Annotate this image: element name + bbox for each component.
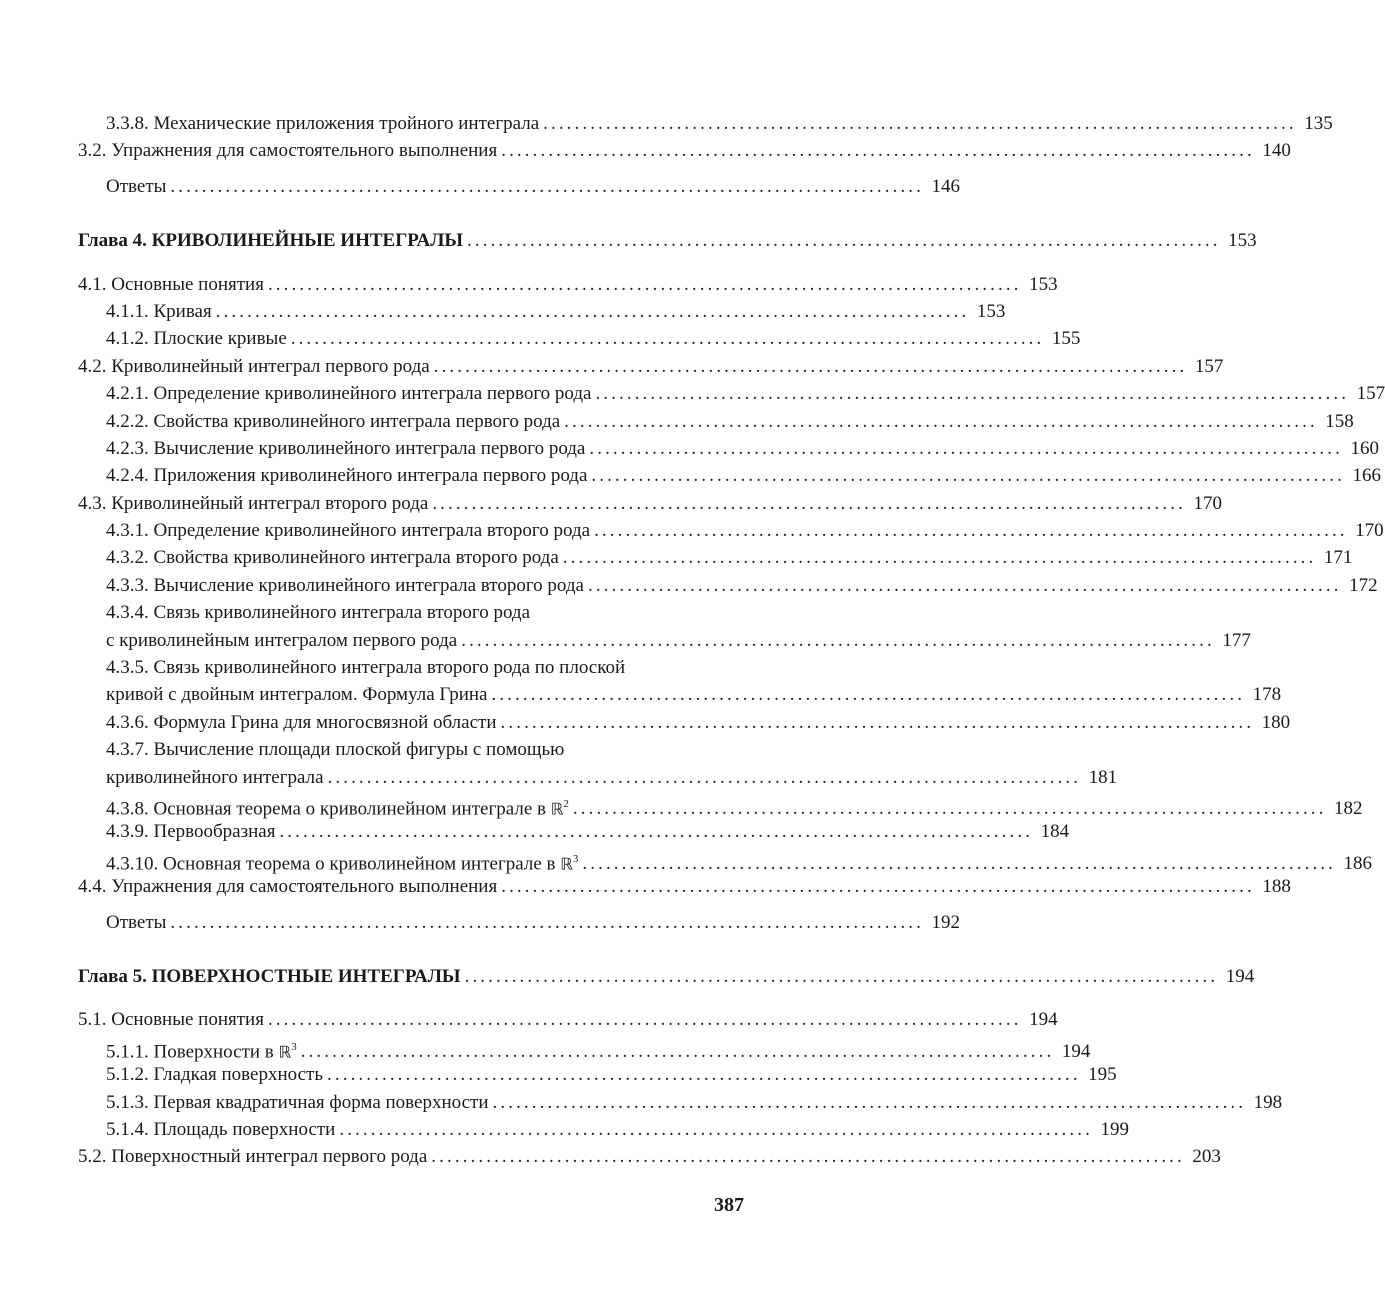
toc-entry-label: 4.3.8. Основная теорема о криволинейном интеграле в	[106, 798, 546, 820]
toc-entry[interactable]	[78, 298, 1006, 325]
toc-entry-label-line1: 4.3.4. Связь криволинейного интеграла второго рода	[106, 602, 531, 624]
toc-entry[interactable]	[78, 325, 1081, 352]
toc-entry[interactable]	[78, 408, 1354, 435]
toc-chapter[interactable]	[78, 963, 1255, 990]
leader-dots: ................................................................................................	[215, 300, 970, 322]
leader-dots: ................................................................................................	[594, 520, 1348, 542]
leader-dots: ................................................................................................	[589, 437, 1343, 459]
leader-dots: ................................................................................................	[491, 684, 1246, 706]
leader-dots: ................................................................................................	[290, 328, 1045, 350]
leader-dots: ................................................................................................	[467, 230, 1221, 252]
toc-entry-page: 140	[1262, 140, 1291, 162]
toc-entry-page: 181	[1088, 766, 1118, 788]
toc-entry[interactable]	[78, 1089, 1283, 1116]
toc-entry-label: 4.2.4. Приложения криволинейного интеграла первого рода	[106, 465, 588, 487]
toc-entry-label: 5.1.2. Гладкая поверхность	[106, 1064, 324, 1086]
toc-entry[interactable]	[78, 791, 1363, 820]
toc-entry-label-line1: 4.3.7. Вычисление площади плоской фигуры с помощью	[106, 739, 565, 761]
toc-entry-label: 4.3.10. Основная теорема о криволинейном интеграле в	[106, 853, 556, 875]
toc-entry-page: 180	[1261, 711, 1291, 733]
toc-entry[interactable]	[78, 572, 1378, 599]
toc-entry-page: 182	[1334, 798, 1363, 820]
toc-entry-page: 188	[1262, 876, 1291, 898]
toc-entry-multiline[interactable]	[78, 736, 1118, 791]
toc-entry-page: 166	[1352, 465, 1381, 487]
toc-entry[interactable]	[78, 1006, 1058, 1033]
toc-chapter[interactable]	[78, 227, 1257, 254]
toc-entry-multiline[interactable]	[78, 654, 1282, 709]
leader-dots: ................................................................................................	[170, 911, 924, 933]
toc-entry-label: 5.1.3. Первая квадратичная форма поверхности	[106, 1091, 489, 1113]
toc-entry[interactable]	[78, 517, 1384, 544]
leader-dots: ................................................................................................	[572, 798, 1327, 820]
toc-entry-label: 5.2. Поверхностный интеграл первого рода	[78, 1146, 428, 1168]
toc-entry-label: 5.1.4. Площадь поверхности	[106, 1118, 336, 1140]
toc-entry-label-line2: криволинейного интеграла	[106, 766, 324, 788]
toc-entry[interactable]	[78, 271, 1058, 298]
leader-dots: ................................................................................................	[433, 355, 1188, 377]
toc-entry[interactable]	[78, 462, 1381, 489]
exponent: 3	[572, 852, 579, 865]
leader-dots: ................................................................................................	[267, 273, 1022, 295]
toc-entry-label: 4.3.6. Формула Грина для многосвязной области	[106, 711, 497, 733]
toc-entry-page: 192	[931, 911, 960, 933]
leader-dots: ................................................................................................	[279, 821, 1034, 843]
toc-entry[interactable]	[78, 1034, 1091, 1063]
toc-entry[interactable]	[78, 353, 1224, 380]
toc-entry[interactable]	[78, 818, 1070, 845]
exponent: 2	[563, 798, 569, 811]
toc-entry[interactable]	[78, 544, 1353, 571]
page-number: 387	[714, 1194, 744, 1216]
leader-dots: ................................................................................................	[587, 574, 1342, 596]
leader-dots: ................................................................................................	[300, 1041, 1055, 1063]
toc-entry-label: 4.2. Криволинейный интеграл первого рода	[78, 355, 430, 377]
toc-entry[interactable]	[78, 1143, 1221, 1170]
toc-entry-label: 4.3.3. Вычисление криволинейного интеграла второго рода	[106, 574, 584, 596]
toc-entry-label: 3.2. Упражнения для самостоятельного выполнения	[78, 140, 498, 162]
toc-entry-label: 5.1. Основные понятия	[78, 1009, 264, 1031]
toc-entry-label: 4.1.1. Кривая	[106, 300, 212, 322]
toc-entry-label: 4.3.9. Первообразная	[106, 821, 276, 843]
leader-dots: ................................................................................................	[431, 1146, 1185, 1168]
leader-dots: ................................................................................................	[582, 853, 1336, 875]
toc-entry-page: 194	[1225, 965, 1255, 987]
toc-entry-page: 194	[1029, 1009, 1058, 1031]
toc-entry-page: 170	[1193, 492, 1222, 514]
toc-entry[interactable]	[78, 873, 1291, 900]
leader-dots: ................................................................................................	[564, 410, 1318, 432]
toc-entry-page: 153	[1029, 273, 1058, 295]
toc-entry-label: 4.1.2. Плоские кривые	[106, 328, 287, 350]
table-of-contents	[78, 110, 1385, 1171]
leader-dots: ................................................................................................	[267, 1009, 1022, 1031]
leader-dots: ................................................................................................	[170, 175, 924, 197]
toc-entry-label: 4.2.1. Определение криволинейного интеграла первого рода	[106, 383, 592, 405]
toc-entry-page: 157	[1356, 383, 1385, 405]
toc-entry-page: 157	[1194, 355, 1224, 377]
real-numbers-symbol: ℝ	[278, 1042, 292, 1062]
toc-entry-multiline[interactable]	[78, 599, 1251, 654]
toc-entry-page: 203	[1192, 1146, 1221, 1168]
toc-entry-label: 4.3.2. Свойства криволинейного интеграла второго рода	[106, 547, 559, 569]
toc-entry-page: 135	[1304, 113, 1333, 134]
toc-entry-label: 4.3.1. Определение криволинейного интеграла второго рода	[106, 520, 591, 542]
leader-dots: ................................................................................................	[595, 383, 1350, 405]
toc-entry[interactable]	[78, 709, 1291, 736]
leader-dots: ................................................................................................	[500, 711, 1255, 733]
leader-dots: ................................................................................................	[562, 547, 1317, 569]
toc-entry[interactable]	[78, 1116, 1129, 1143]
toc-entry-page: 198	[1253, 1091, 1283, 1113]
toc-entry[interactable]	[78, 110, 1333, 137]
toc-entry[interactable]	[78, 909, 960, 936]
toc-entry[interactable]	[78, 173, 960, 200]
leader-dots: ................................................................................................	[501, 140, 1255, 162]
real-numbers-symbol: ℝ	[550, 799, 564, 819]
toc-entry-label: 4.3. Криволинейный интеграл второго рода	[78, 492, 429, 514]
toc-entry-page: 194	[1061, 1041, 1091, 1063]
toc-entry-page: 170	[1355, 520, 1384, 542]
toc-entry-page: 171	[1323, 547, 1353, 569]
toc-entry-page: 160	[1350, 437, 1379, 459]
toc-chapter-label: Глава 5. ПОВЕРХНОСТНЫЕ ИНТЕГРАЛЫ	[78, 965, 461, 987]
toc-entry-page: 155	[1051, 328, 1081, 350]
toc-entry-page: 178	[1252, 684, 1282, 706]
toc-entry-label: 3.3.8. Механические приложения тройного интеграла	[106, 113, 540, 134]
toc-entry[interactable]	[78, 846, 1372, 875]
toc-entry-label: 4.2.2. Свойства криволинейного интеграла первого рода	[106, 410, 561, 432]
toc-entry-page: 153	[976, 300, 1006, 322]
leader-dots: ................................................................................................	[339, 1118, 1093, 1140]
toc-entry-page: 184	[1040, 821, 1070, 843]
leader-dots: ................................................................................................	[432, 492, 1186, 514]
leader-dots: ................................................................................................	[461, 629, 1215, 651]
toc-entry-label-line1: 4.3.5. Связь криволинейного интеграла второго рода по плоской	[106, 657, 626, 679]
toc-entry-page: 195	[1088, 1064, 1117, 1086]
toc-entry-label: 4.1. Основные понятия	[78, 273, 264, 295]
toc-entry-label: Ответы	[106, 175, 167, 197]
toc-entry-page: 153	[1228, 230, 1257, 252]
toc-entry-label: 4.2.3. Вычисление криволинейного интеграла первого рода	[106, 437, 586, 459]
toc-entry-page: 199	[1100, 1118, 1129, 1140]
toc-entry-page: 177	[1222, 629, 1251, 651]
toc-entry-page: 172	[1349, 574, 1378, 596]
leader-dots: ................................................................................................	[492, 1091, 1247, 1113]
leader-dots: ................................................................................................	[591, 465, 1345, 487]
leader-dots: ................................................................................................	[327, 766, 1082, 788]
toc-entry[interactable]	[78, 380, 1385, 407]
leader-dots: ................................................................................................	[327, 1064, 1081, 1086]
toc-entry[interactable]	[78, 1061, 1117, 1088]
toc-entry[interactable]	[78, 490, 1222, 517]
toc-entry-page: 146	[931, 175, 960, 197]
toc-entry[interactable]	[78, 435, 1379, 462]
toc-entry-label: 5.1.1. Поверхности в	[106, 1041, 274, 1063]
real-numbers-symbol: ℝ	[560, 854, 573, 874]
toc-entry-label-line2: с криволинейным интегралом первого рода	[106, 629, 458, 651]
toc-chapter-label: Глава 4. КРИВОЛИНЕЙНЫЕ ИНТЕГРАЛЫ	[78, 230, 464, 252]
leader-dots: ................................................................................................	[543, 113, 1297, 134]
leader-dots: ................................................................................................	[501, 876, 1255, 898]
leader-dots: ................................................................................................	[464, 965, 1219, 987]
toc-entry-page: 186	[1343, 853, 1372, 875]
toc-entry-page: 158	[1325, 410, 1354, 432]
toc-entry[interactable]	[78, 137, 1291, 164]
toc-entry-label: 4.4. Упражнения для самостоятельного выполнения	[78, 876, 498, 898]
exponent: 3	[291, 1040, 297, 1053]
toc-entry-label-line2: кривой с двойным интегралом. Формула Грина	[106, 684, 488, 706]
toc-entry-label: Ответы	[106, 911, 167, 933]
